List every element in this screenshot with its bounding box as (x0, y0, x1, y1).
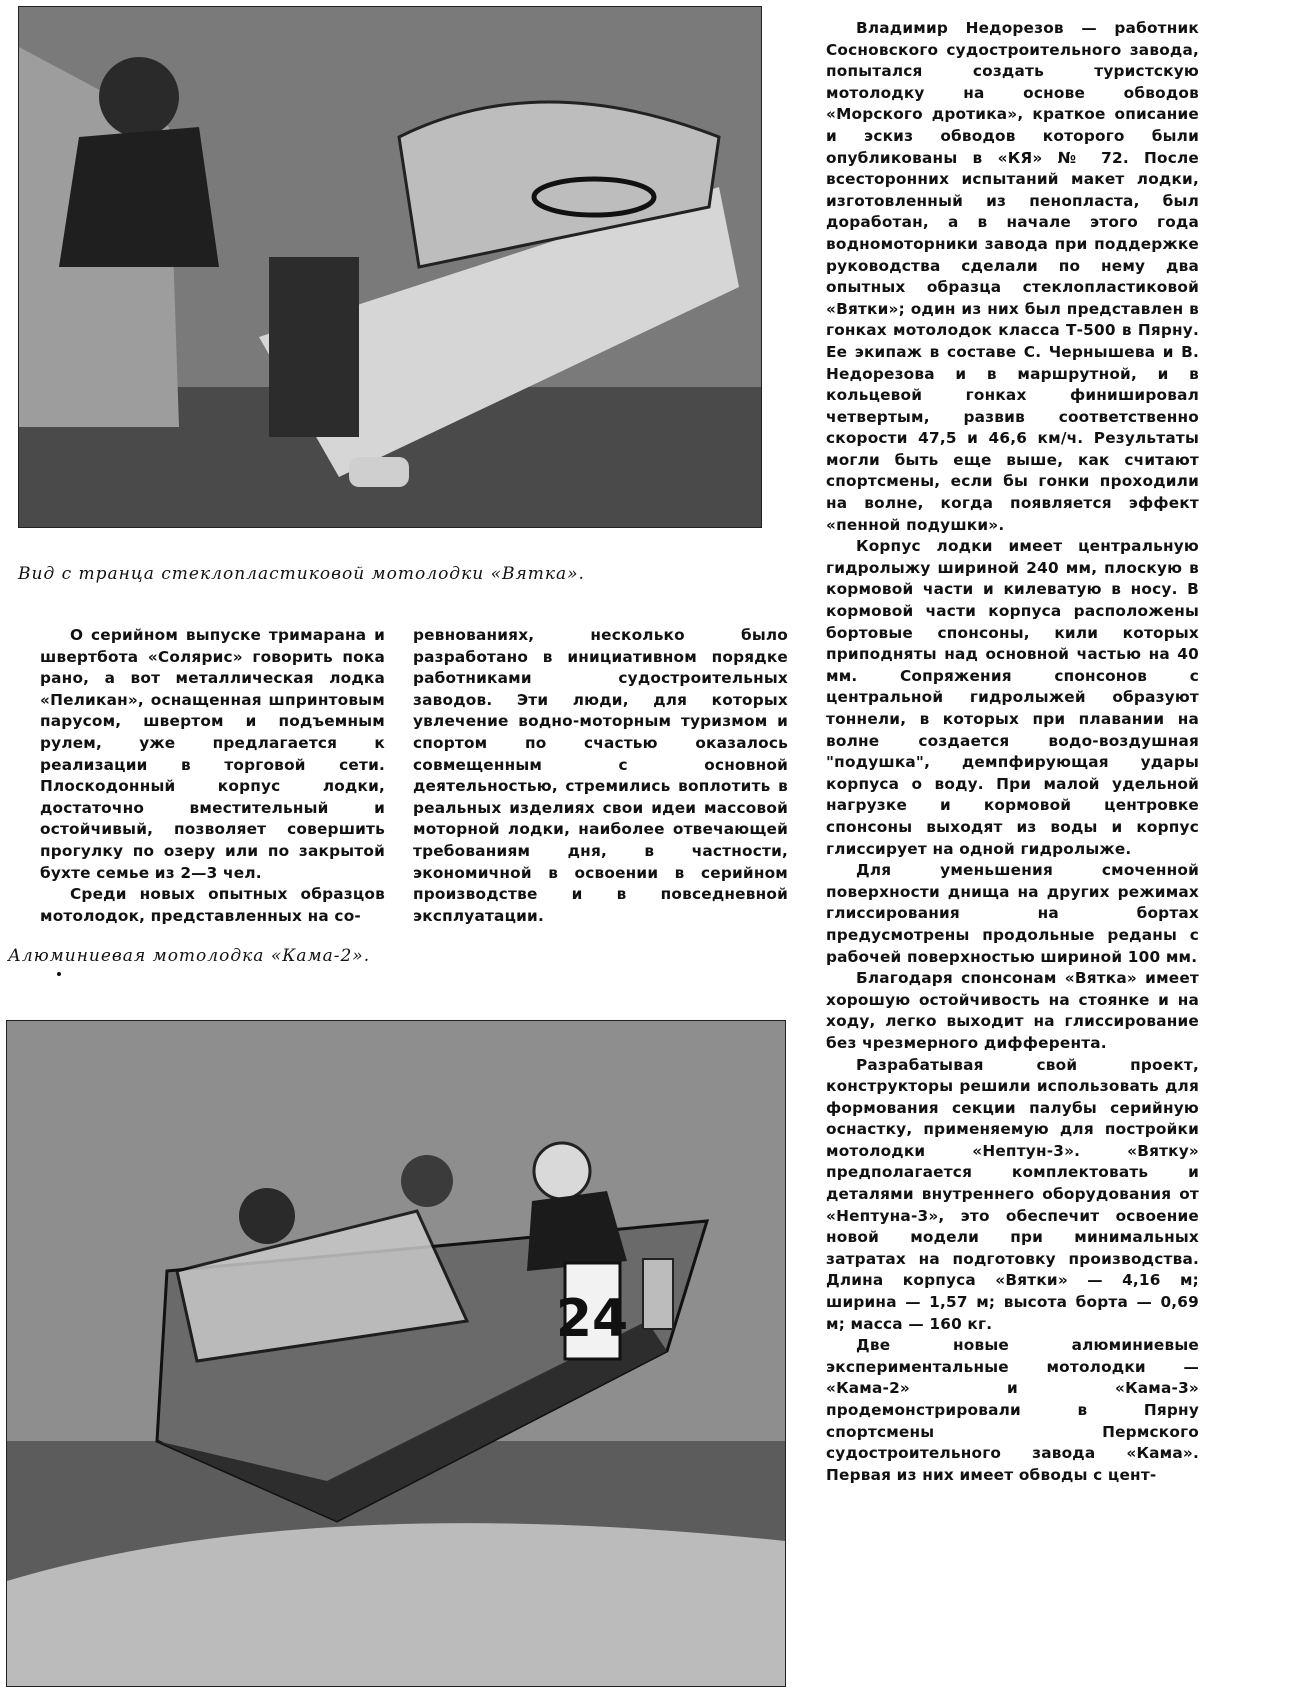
race-number: 24 (555, 1289, 629, 1349)
paragraph: Для уменьшения смоченной поверхности днища на других режимах глиссирования на бортах предусмотрены продольные реданы с рабочей поверхностью шириной 100 мм. (826, 861, 1199, 966)
paragraph: Корпус лодки имеет центральную гидролыжу шириной 240 мм, плоскую в кормовой части и килеватую в носу. В кормовой части корпуса расположены бортовые спонсоны, кили которых приподняты над основной частью на 40 мм. Сопряжения спонсонов с центральной гидролыжей образуют тоннели, в которых при плавании на волне создается водо-воздушная "подушка", демпфирующая удары корпуса о воду. При малой удельной нагрузке и кормовой центровке спонсоны выходят из воды и корпус глиссирует на одной гидролыже. (826, 537, 1199, 858)
paragraph: Благодаря спонсонам «Вятка» имеет хорошую остойчивость на стоянке и на ходу, легко выходит на глиссирование без чрезмерного дифферента. (826, 969, 1199, 1052)
vyatka-photo-caption: Вид с транца стеклопластиковой мотолодки «Вятка». (18, 564, 585, 584)
paragraph: О серийном выпуске тримарана и швертбота «Солярис» говорить пока рано, а вот металлическая лодка «Пеликан», оснащенная шпринтовым парусом, швертом и подъемным рулем, уже предлагается к реализации в торговой сети. Плоскодонный корпус лодки, достаточно вместительный и остойчивый, позволяет совершить прогулку по озеру или по закрытой бухте семье из 2—3 чел. (40, 626, 385, 882)
kama2-photo-caption: Алюминиевая мотолодка «Кама-2». (8, 946, 371, 966)
middle-text-column (413, 625, 788, 927)
kama2-boat-photo (6, 1020, 786, 1687)
paragraph: ревнованиях, несколько было разработано в инициативном порядке работниками судостроительных заводов. Эти люди, для которых увлечение водно-моторным туризмом и спортом по счастью оказалось совмещенным с основной деятельностью, стремились воплотить в реальных изделиях свои идеи массовой моторной лодки, наиболее отвечающей требованиям дня, в частности, экономичной в освоении в серийном производстве и в повседневной эксплуатации. (413, 626, 788, 925)
left-text-column (40, 625, 385, 927)
paragraph: Среди новых опытных образцов мотолодок, представленных на со- (40, 885, 385, 925)
right-text-column (826, 18, 1199, 1486)
print-speck (57, 972, 61, 976)
paragraph: Владимир Недорезов — работник Сосновского судостроительного завода, попытался создать туристскую мотолодку на основе обводов «Морского дротика», краткое описание и эскиз обводов которого были опубликованы в «КЯ» № 72. После всесторонних испытаний макет лодки, изготовленный из пенопласта, был доработан, а в начале этого года водномоторники завода при поддержке руководства сделали по нему два опытных образца стеклопластиковой «Вятки»; один из них был представлен в гонках мотолодок класса Т-500 в Пярну. Ее экипаж в составе С. Чернышева и В. Недорезова и в маршрутной, и в кольцевой гонках финишировал четвертым, развив соответственно скорости 47,5 и 46,6 км/ч. Результаты могли быть еще выше, как считают спортсмены, если бы гонки проходили на волне, когда появляется эффект «пенной подушки». (826, 19, 1199, 534)
paragraph: Две новые алюминиевые экспериментальные мотолодки — «Кама-2» и «Кама-3» продемонстрировали в Пярну спортсмены Пермского судостроительного завода «Кама». Первая из них имеет обводы с цент- (826, 1336, 1199, 1484)
vyatka-boat-photo (18, 6, 762, 528)
paragraph: Разрабатывая свой проект, конструкторы решили использовать для формования секции палубы серийную оснастку, применяемую для постройки мотолодки «Нептун-3». «Вятку» предполагается комплектовать и деталями внутреннего оборудования от «Нептуна-3», это обеспечит освоение новой модели при минимальных затратах на подготовку производства. Длина корпуса «Вятки» — 4,16 м; ширина — 1,57 м; высота борта — 0,69 м; масса — 160 кг. (826, 1055, 1199, 1333)
